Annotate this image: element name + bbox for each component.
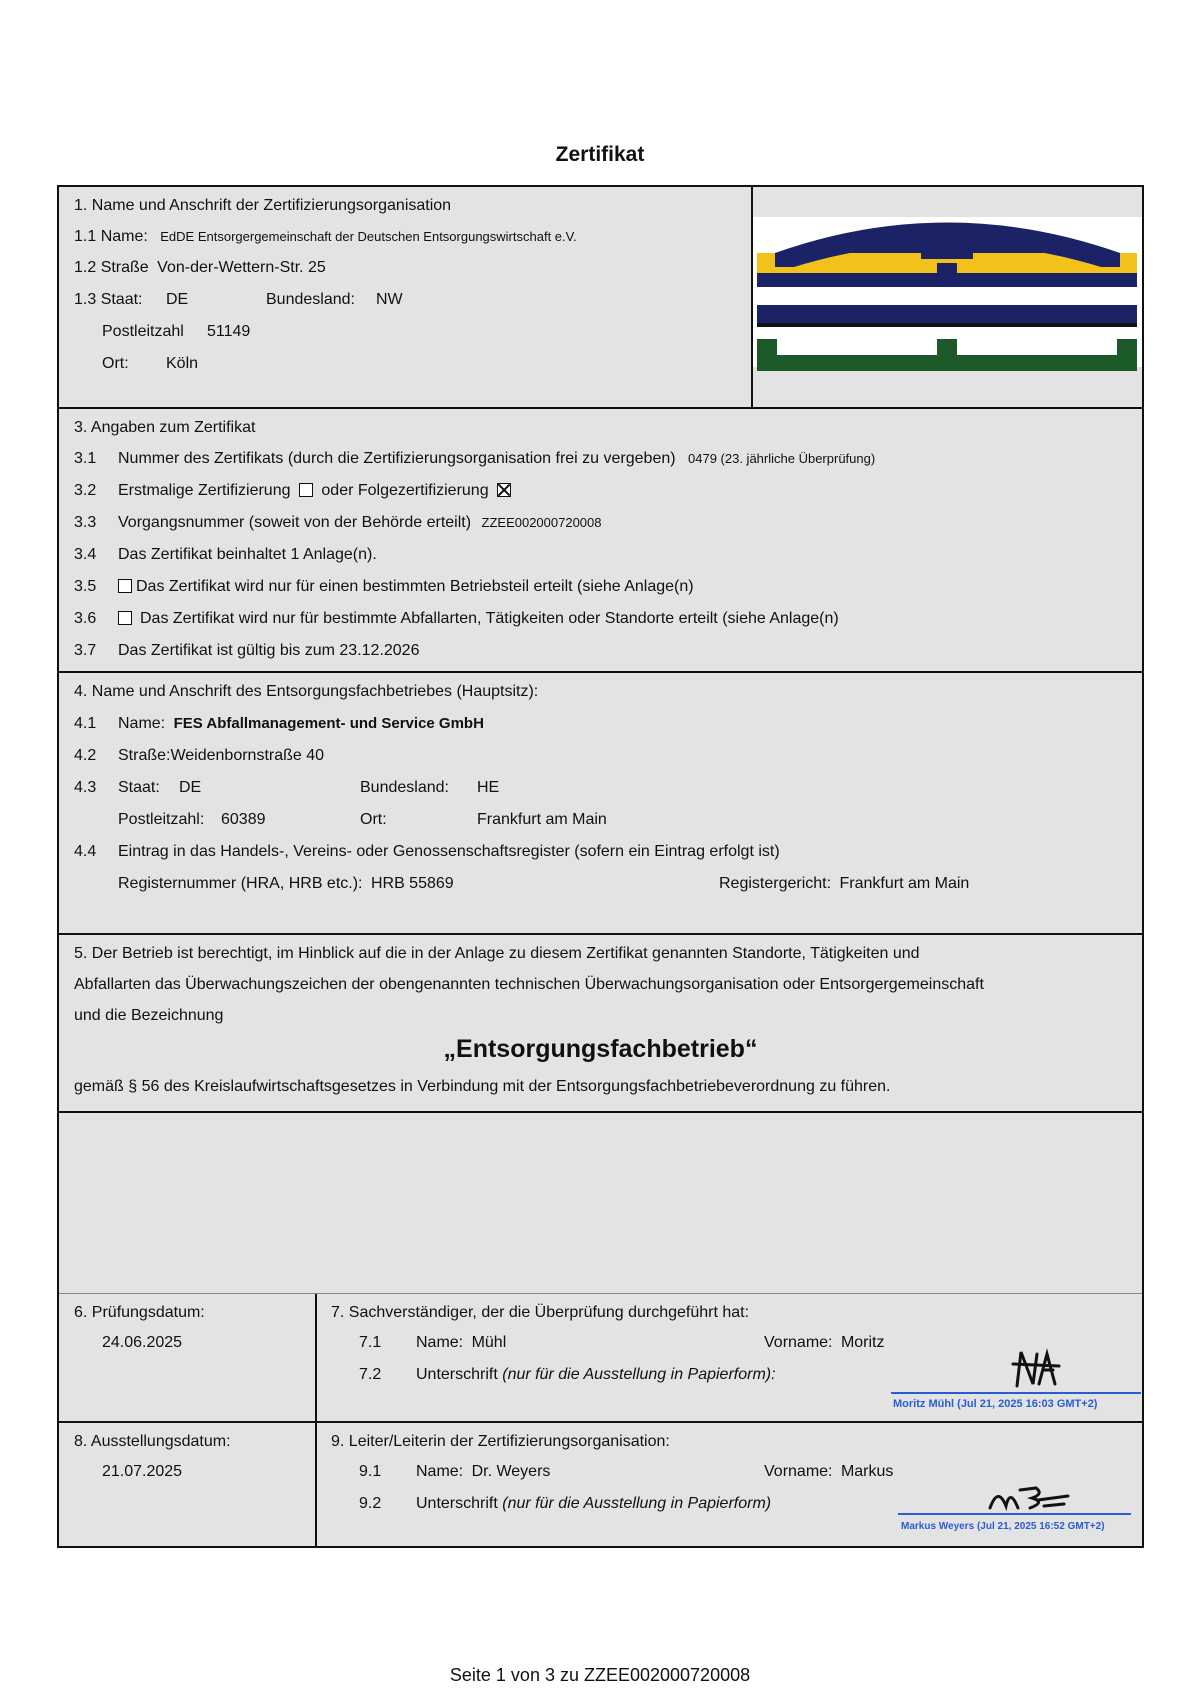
org-city-value: Köln <box>166 355 199 372</box>
expert-first-row <box>764 1334 885 1352</box>
company-land-value: HE <box>477 779 500 796</box>
row-3-5 <box>74 578 694 596</box>
company-street-label: Straße: <box>118 747 171 764</box>
row-4-2 <box>74 747 324 765</box>
head-signature <box>984 1478 1074 1518</box>
row-3-2 <box>74 482 515 500</box>
org-street-value: Von-der-Wettern-Str. 25 <box>157 259 326 276</box>
designation-heading: „Entsorgungsfachbetrieb“ <box>443 1035 758 1063</box>
first-certification-checkbox[interactable] <box>299 483 313 497</box>
blank-area <box>59 1113 1142 1293</box>
section-4 <box>59 673 1142 935</box>
num-3-1: 3.1 <box>74 450 97 467</box>
expert-signature <box>1009 1344 1069 1392</box>
follow-certification-checkbox[interactable] <box>497 483 511 497</box>
org-zip-label: Postleitzahl <box>102 323 184 340</box>
expert-heading: 7. Sachverständiger, der die Überprüfung durchgeführt hat: <box>331 1304 750 1321</box>
s5-line-2: Abfallarten das Überwachungszeichen der obengenannten technischen Überwachungsorganisation oder Entsorgergemeinschaft <box>74 976 984 993</box>
num-3-3: 3.3 <box>74 514 97 531</box>
num-3-4: 3.4 <box>74 546 97 563</box>
text-3-1: Nummer des Zertifikats (durch die Zertifizierungsorganisation frei zu vergeben) <box>118 450 676 467</box>
certificate-title: Zertifikat <box>555 143 645 166</box>
num-7-1: 7.1 <box>359 1334 382 1351</box>
org-zip-value: 51149 <box>207 323 251 340</box>
num-3-5: 3.5 <box>74 578 97 595</box>
expert-sig-row <box>416 1366 776 1384</box>
company-state-label: Staat: <box>118 779 160 796</box>
s8-divider <box>315 1423 317 1548</box>
num-9-2: 9.2 <box>359 1495 382 1512</box>
org-city-label: Ort: <box>102 355 129 372</box>
org-street-row <box>74 259 326 277</box>
business-unit-checkbox[interactable] <box>118 579 132 593</box>
row-3-3 <box>74 514 602 532</box>
head-sig-row <box>416 1495 771 1513</box>
num-3-7: 3.7 <box>74 642 97 659</box>
expert-name-value: Mühl <box>471 1334 507 1351</box>
section-4-heading: 4. Name und Anschrift des Entsorgungsfachbetriebes (Hauptsitz): <box>74 683 539 700</box>
text-3-5: Das Zertifikat wird nur für einen bestimmten Betriebsteil erteilt (siehe Anlage(n) <box>136 578 694 595</box>
head-first-value: Markus <box>840 1463 894 1480</box>
org-name-value: EdDE Entsorgergemeinschaft der Deutschen Entsorgungswirtschaft e.V. <box>160 229 577 244</box>
org-land-value: NW <box>376 291 403 308</box>
company-zip-label: Postleitzahl: <box>118 811 205 828</box>
issue-date-value: 21.07.2025 <box>102 1463 183 1480</box>
register-row <box>118 875 454 893</box>
specific-waste-checkbox[interactable] <box>118 611 132 625</box>
num-9-1: 9.1 <box>359 1463 382 1480</box>
certificate-number: 0479 (23. jährliche Überprüfung) <box>688 451 876 466</box>
org-state-label: 1.3 Staat: <box>74 291 143 308</box>
expert-first-value: Moritz <box>840 1334 885 1351</box>
expert-sig-label: Unterschrift <box>416 1366 498 1383</box>
org-land-label: Bundesland: <box>266 291 355 308</box>
expert-first-label: Vorname: <box>764 1334 833 1351</box>
head-name-label: Name: <box>416 1463 464 1480</box>
s5-line-1: 5. Der Betrieb ist berechtigt, im Hinblick auf die in der Anlage zu diesem Zertifikat genannten Standorte, Tätigkeiten und <box>74 945 920 962</box>
text-3-2a: Erstmalige Zertifizierung <box>118 482 291 499</box>
register-court-value: Frankfurt am Main <box>839 875 970 892</box>
text-4-4: Eintrag in das Handels-, Vereins- oder Genossenschaftsregister (sofern ein Eintrag erfolgt ist) <box>118 843 780 860</box>
section-1-heading: 1. Name und Anschrift der Zertifizierungsorganisation <box>74 197 452 214</box>
issue-date-label: 8. Ausstellungsdatum: <box>74 1433 231 1450</box>
section-1 <box>59 187 1142 409</box>
s5-line-3: und die Bezeichnung <box>74 1007 224 1024</box>
row-4-4 <box>74 843 780 861</box>
section-3 <box>59 409 1142 673</box>
section-3-heading: 3. Angaben zum Zertifikat <box>74 419 256 436</box>
head-sig-note: (nur für die Ausstellung in Papierform) <box>502 1495 772 1512</box>
head-signature-caption: Markus Weyers (Jul 21, 2025 16:52 GMT+2) <box>901 1521 1105 1532</box>
register-court-label: Registergericht: <box>719 875 832 892</box>
num-3-6: 3.6 <box>74 610 97 627</box>
expert-name-row <box>416 1334 506 1352</box>
num-7-2: 7.2 <box>359 1366 382 1383</box>
num-3-2: 3.2 <box>74 482 97 499</box>
text-3-6: Das Zertifikat wird nur für bestimmte Abfallarten, Tätigkeiten oder Standorte erteilt (siehe Anlage(n) <box>140 610 839 627</box>
org-street-label: 1.2 Straße <box>74 259 149 276</box>
process-number: ZZEE002000720008 <box>481 515 602 530</box>
company-city-value: Frankfurt am Main <box>477 811 607 828</box>
org-state-value: DE <box>166 291 189 308</box>
row-3-7 <box>74 642 419 660</box>
edde-logo <box>753 187 1142 407</box>
head-name-row <box>416 1463 550 1481</box>
expert-sig-note: (nur für die Ausstellung in Papierform): <box>502 1366 776 1383</box>
company-zip-value: 60389 <box>221 811 266 828</box>
exam-date-label: 6. Prüfungsdatum: <box>74 1304 205 1321</box>
section-5 <box>59 935 1142 1113</box>
row-3-6 <box>74 610 839 628</box>
s6-divider <box>315 1294 317 1421</box>
row-3-4 <box>74 546 377 564</box>
head-name-value: Dr. Weyers <box>471 1463 551 1480</box>
row-4-1 <box>74 715 484 733</box>
company-land-label: Bundesland: <box>360 779 449 796</box>
company-name-value: FES Abfallmanagement- und Service GmbH <box>173 715 484 732</box>
register-number-value: HRB 55869 <box>370 875 454 892</box>
company-city-label: Ort: <box>360 811 387 828</box>
s5-line-4: gemäß § 56 des Kreislaufwirtschaftsgesetzes in Verbindung mit der Entsorgungsfachbetriebeverordnung zu führen. <box>74 1078 891 1095</box>
num-4-1: 4.1 <box>74 715 97 732</box>
expert-signature-line <box>891 1392 1141 1394</box>
text-3-7: Das Zertifikat ist gültig bis zum 23.12.2026 <box>118 642 420 659</box>
head-first-label: Vorname: <box>764 1463 833 1480</box>
company-name-label: Name: <box>118 715 166 732</box>
org-name-row <box>74 228 577 246</box>
section-8-9 <box>59 1423 1142 1548</box>
head-signature-line <box>898 1513 1131 1515</box>
court-row <box>719 875 969 893</box>
edde-logo-graphic <box>753 187 1142 407</box>
text-3-2b: oder Folgezertifizierung <box>321 482 489 499</box>
section-6-7 <box>59 1293 1142 1423</box>
expert-signature-caption: Moritz Mühl (Jul 21, 2025 16:03 GMT+2) <box>893 1398 1098 1410</box>
head-first-row <box>764 1463 893 1481</box>
company-state-value: DE <box>179 779 202 796</box>
head-sig-label: Unterschrift <box>416 1495 498 1512</box>
text-3-4: Das Zertifikat beinhaltet 1 Anlage(n). <box>118 546 377 563</box>
exam-date-value: 24.06.2025 <box>102 1334 183 1351</box>
expert-name-label: Name: <box>416 1334 464 1351</box>
row-3-1 <box>74 450 875 468</box>
num-4-3: 4.3 <box>74 779 97 796</box>
certificate-frame <box>57 185 1144 1548</box>
num-4-2: 4.2 <box>74 747 97 764</box>
company-street-value: Weidenbornstraße 40 <box>170 747 325 764</box>
org-name-label: 1.1 Name: <box>74 228 148 245</box>
register-number-label: Registernummer (HRA, HRB etc.): <box>118 875 363 892</box>
num-4-4: 4.4 <box>74 843 97 860</box>
head-heading: 9. Leiter/Leiterin der Zertifizierungsorganisation: <box>331 1433 670 1450</box>
text-3-3: Vorgangsnummer (soweit von der Behörde erteilt) <box>118 514 472 531</box>
page-footer: Seite 1 von 3 zu ZZEE002000720008 <box>449 1665 751 1685</box>
